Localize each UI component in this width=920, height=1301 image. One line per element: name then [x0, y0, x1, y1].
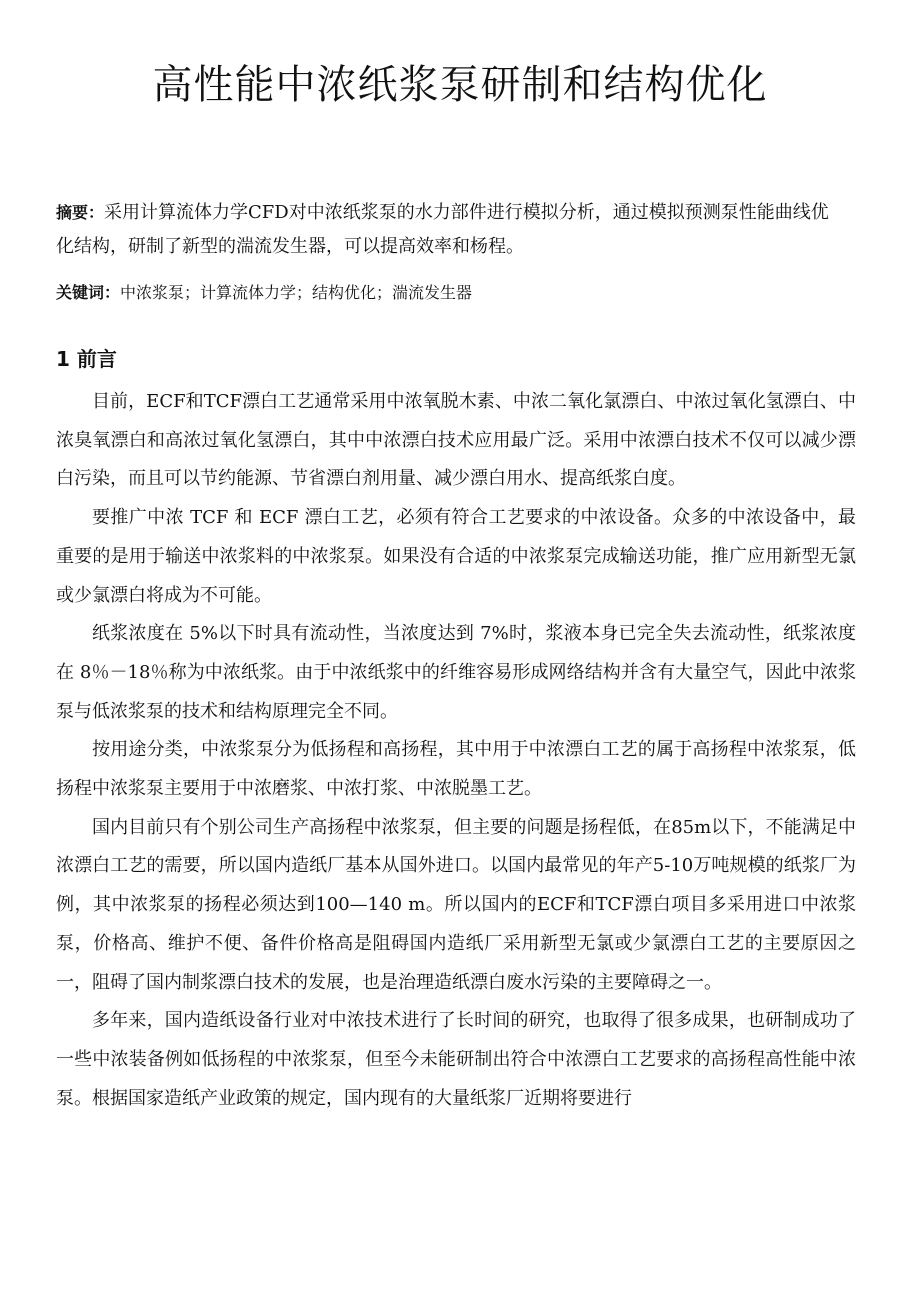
body-paragraph: 要推广中浓 TCF 和 ECF 漂白工艺，必须有符合工艺要求的中浓设备。众多的中浓设备中，最重要的是用于输送中浓浆料的中浓浆泵。如果没有合适的中浓浆泵完成输送功能，推广应用新型无氯或少氯漂白将成为不可能。: [56, 507, 856, 606]
abstract-label: 摘要：: [56, 203, 105, 222]
body-paragraph: 按用途分类，中浓浆泵分为低扬程和高扬程，其中用于中浓漂白工艺的属于高扬程中浓浆泵，低扬程中浓浆泵主要用于中浓磨浆、中浓打浆、中浓脱墨工艺。: [56, 739, 856, 800]
body-paragraph: 国内目前只有个别公司生产高扬程中浓浆泵，但主要的问题是扬程低，在85m以下，不能满足中浓漂白工艺的需要，所以国内造纸厂基本从国外进口。以国内最常见的年产5-10万吨规模的纸浆厂为例，其中浓浆泵的扬程必须达到100—140 m。所以国内的ECF和TCF漂白项目多采用进口中浓浆泵，价格高、维护不便、备件价格高是阻碍国内造纸厂采用新型无氯或少氯漂白工艺的主要原因之一，阻碍了国内制浆漂白技术的发展，也是治理造纸漂白废水污染的主要障碍之一。: [56, 816, 856, 993]
abstract-text: 采用计算流体力学CFD对中浓纸浆泵的水力部件进行模拟分析，通过模拟预测泵性能曲线优化结构，研制了新型的湍流发生器，可以提高效率和杨程。: [56, 202, 829, 257]
keywords-label: 关键词：: [56, 283, 121, 302]
keywords: [56, 278, 846, 308]
section-body: [56, 383, 856, 1118]
paper-title: 高性能中浓纸浆泵研制和结构优化: [152, 62, 768, 108]
body-paragraph: 纸浆浓度在 5%以下时具有流动性，当浓度达到 7%时，浆液本身已完全失去流动性，纸浆浓度在 8％－18％称为中浓纸浆。由于中浓纸浆中的纤维容易形成网络结构并含有大量空气，因此中浓浆泵与低浓浆泵的技术和结构原理完全不同。: [56, 623, 856, 722]
body-paragraph: 目前，ECF和TCF漂白工艺通常采用中浓氧脱木素、中浓二氧化氯漂白、中浓过氧化氢漂白、中浓臭氧漂白和高浓过氧化氢漂白，其中中浓漂白技术应用最广泛。采用中浓漂白技术不仅可以减少漂白污染，而且可以节约能源、节省漂白剂用量、减少漂白用水、提高纸浆白度。: [56, 391, 856, 490]
keywords-text: 中浓浆泵；计算流体力学；结构优化；湍流发生器: [120, 283, 473, 302]
body-paragraph: 多年来，国内造纸设备行业对中浓技术进行了长时间的研究，也取得了很多成果，也研制成功了一些中浓装备例如低扬程的中浓浆泵，但至今未能研制出符合中浓漂白工艺要求的高扬程高性能中浓泵。根据国家造纸产业政策的规定，国内现有的大量纸浆厂近期将要进行: [56, 1010, 856, 1109]
section-heading: 1 前言: [56, 347, 117, 371]
abstract: [56, 196, 846, 264]
